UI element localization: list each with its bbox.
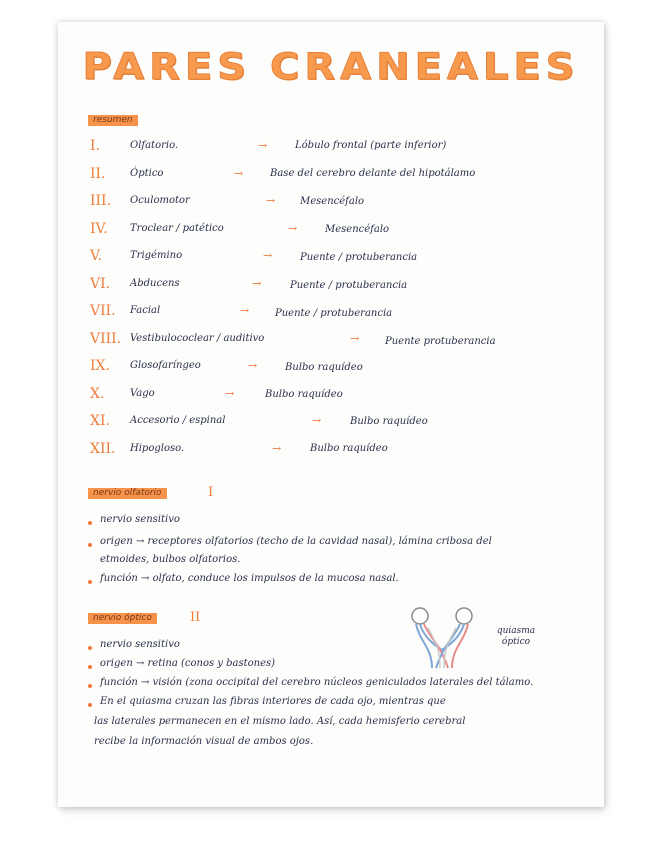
nerve-name: Accesorio / espinal — [130, 415, 226, 426]
olfatorio-bullet-2: origen → receptores olfatorios (techo de la cavidad nasal), lámina cribosa del — [100, 536, 492, 547]
bullet-dot — [88, 684, 92, 688]
optico-heading: nervio óptico — [88, 613, 157, 624]
nerve-numeral: III. — [90, 193, 112, 209]
arrow-icon: → — [312, 414, 322, 427]
olfatorio-heading: nervio olfatorio — [88, 488, 167, 499]
optico-bullet-3: función → visión (zona occipital del cerebro núcleos geniculados laterales del tálamo. — [100, 677, 534, 688]
nerve-name: Oculomotor — [130, 195, 190, 206]
nerve-name: Vago — [130, 387, 155, 399]
nerve-numeral: IX. — [90, 358, 110, 374]
bullet-dot — [88, 543, 92, 547]
arrow-icon: → — [252, 276, 262, 290]
nerve-location: Bulbo raquídeo — [310, 442, 388, 454]
arrow-icon: → — [350, 331, 360, 345]
optic-chiasm-drawing — [410, 602, 476, 670]
optico-bullet-2: origen → retina (conos y bastones) — [100, 658, 276, 669]
nerve-location: Bulbo raquídeo — [350, 415, 428, 427]
nerve-name: Abducens — [130, 277, 180, 289]
nerve-numeral: VIII. — [90, 330, 122, 347]
bullet-dot — [88, 521, 92, 525]
nerve-numeral: IV. — [90, 220, 108, 237]
nerve-location: Bulbo raquídeo — [285, 362, 363, 373]
nerve-location: Puente protuberancia — [385, 335, 496, 347]
arrow-icon: → — [240, 304, 250, 317]
nerve-location: Mesencéfalo — [325, 224, 390, 235]
resumen-label: resumen — [88, 115, 138, 126]
olfatorio-numeral: I — [208, 485, 214, 500]
bullet-dot — [88, 580, 92, 584]
arrow-icon: → — [288, 221, 298, 235]
page-title: PARES CRANEALES — [82, 45, 580, 89]
optico-bullet-1: nervio sensitivo — [100, 639, 180, 650]
nerve-location: Puente / protuberancia — [275, 308, 393, 319]
nerve-name: Olfatorio. — [130, 140, 179, 151]
nerve-location: Puente / protuberancia — [290, 280, 408, 291]
arrow-icon: → — [234, 166, 244, 180]
nerve-name: Hipogloso. — [130, 442, 185, 454]
olfatorio-bullet-2-cont: etmoides, bulbos olfatorios. — [100, 554, 241, 565]
arrow-icon: → — [272, 441, 282, 455]
nerve-numeral: X. — [90, 385, 105, 402]
nerve-name: Óptico — [130, 167, 164, 179]
arrow-icon: → — [263, 249, 273, 262]
nerve-location: Lóbulo frontal (parte inferior) — [295, 140, 447, 151]
optico-bullet-4: En el quiasma cruzan las fibras interiores de cada ojo, mientras que — [100, 696, 446, 707]
nerve-numeral: II. — [90, 165, 106, 182]
nerve-location: Bulbo raquídeo — [265, 388, 343, 400]
chiasm-label: quiasma óptico — [496, 626, 536, 647]
notebook-page — [58, 22, 604, 807]
nerve-numeral: VII. — [90, 303, 116, 319]
optico-numeral: II — [190, 610, 201, 625]
nerve-numeral: I. — [90, 138, 100, 154]
nerve-location: Mesencéfalo — [300, 196, 365, 207]
nerve-numeral: VI. — [90, 275, 111, 292]
nerve-name: Glosofaríngeo — [130, 360, 201, 371]
olfatorio-bullet-1: nervio sensitivo — [100, 514, 180, 525]
nerve-name: Facial — [130, 305, 161, 316]
bullet-dot — [88, 646, 92, 650]
nerve-location: Base del cerebro delante del hipotálamo — [270, 168, 476, 179]
nerve-numeral: XII. — [90, 440, 116, 457]
nerve-numeral: V. — [90, 248, 103, 264]
bullet-dot — [88, 665, 92, 669]
arrow-icon: → — [248, 359, 258, 372]
arrow-icon: → — [225, 386, 235, 400]
arrow-icon: → — [266, 194, 276, 207]
olfatorio-bullet-3: función → olfato, conduce los impulsos de la mucosa nasal. — [100, 573, 399, 584]
nerve-name: Vestibulococlear / auditivo — [130, 332, 265, 344]
optico-bullet-4-cont2: recibe la información visual de ambos ojos. — [94, 736, 314, 747]
bullet-dot — [88, 703, 92, 707]
nerve-name: Troclear / patético — [130, 222, 224, 234]
arrow-icon: → — [258, 139, 268, 152]
optico-bullet-4-cont: las laterales permanecen en el mismo lado. Así, cada hemisferio cerebral — [94, 716, 466, 727]
nerve-location: Puente / protuberancia — [300, 252, 418, 263]
nerve-name: Trigémino — [130, 250, 183, 261]
nerve-numeral: XI. — [90, 413, 110, 429]
